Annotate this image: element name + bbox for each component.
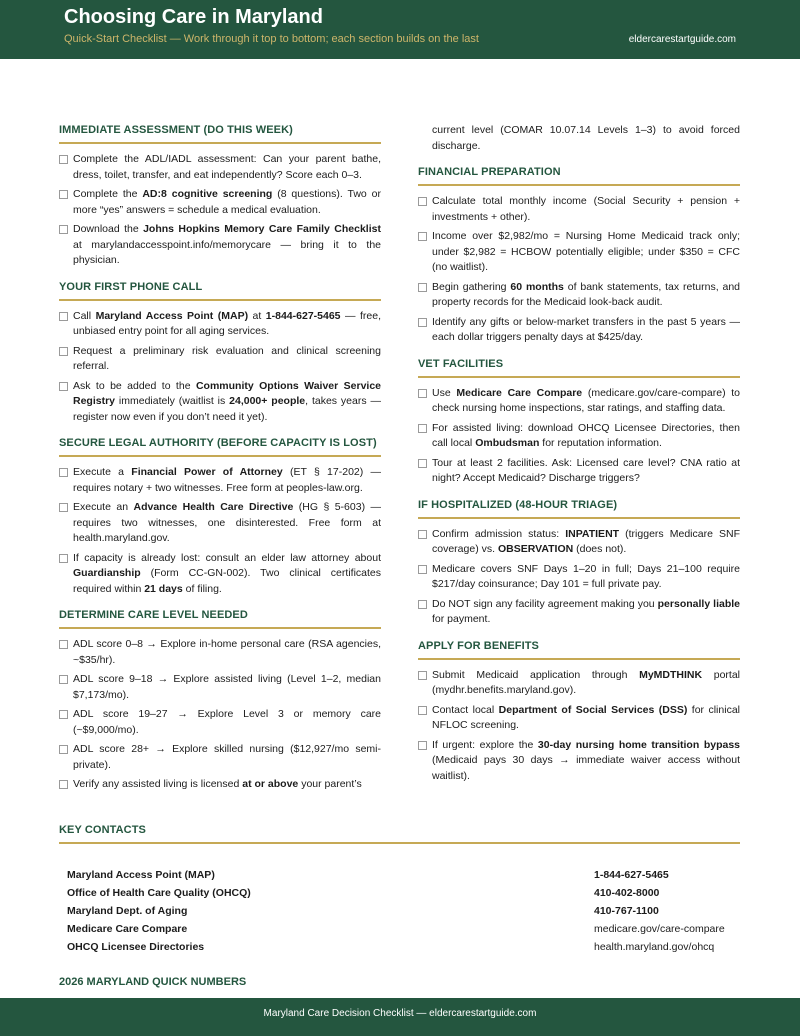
checkbox[interactable] — [59, 468, 68, 477]
checklist-item[interactable]: Complete the AD:8 cognitive screening (8 questions). Two or more “yes” answers = schedule a medical evaluation. — [59, 187, 381, 218]
checklist-item[interactable]: ADL score 0–8 → Explore in-home personal care (RSA agencies, ~$35/hr). — [59, 637, 381, 668]
section-legal-authority — [59, 433, 381, 597]
right-column — [418, 120, 740, 792]
checklist-item[interactable]: Income over $2,982/mo = Nursing Home Medicaid track only; under $2,982 = HCBOW potentially eligible; under $350 = CFC (no waitlist). — [418, 229, 740, 276]
checkbox[interactable] — [59, 225, 68, 234]
section-title: YOUR FIRST PHONE CALL — [59, 280, 203, 293]
section-divider — [59, 627, 381, 629]
checklist-item[interactable]: Submit Medicaid application through MyMDTHINK portal (mydhr.benefits.maryland.gov). — [418, 668, 740, 699]
checkbox[interactable] — [418, 232, 427, 241]
checklist-item[interactable]: Begin gathering 60 months of bank statements, tax returns, and property records for the Medicaid look-back audit. — [418, 280, 740, 311]
section-divider — [418, 184, 740, 186]
contact-link[interactable]: health.maryland.gov/ohcq — [594, 941, 715, 953]
section-divider — [59, 842, 740, 844]
checklist-item[interactable]: ADL score 19–27 → Explore Level 3 or memory care (~$9,000/mo). — [59, 707, 381, 738]
checklist-item[interactable]: Complete the ADL/IADL assessment: Can your parent bathe, dress, toilet, transfer, and eat independently? Score each 0–3. — [59, 152, 381, 183]
section-title: FINANCIAL PREPARATION — [418, 166, 561, 178]
checklist-item[interactable]: Tour at least 2 facilities. Ask: Licensed care level? CNA ratio at night? Accept Medicaid? Discharge triggers? — [418, 456, 740, 487]
checklist-item[interactable]: Medicare covers SNF Days 1–20 in full; Days 21–100 require $217/day coinsurance; Day 101 = full private pay. — [418, 562, 740, 593]
checklist-item[interactable]: Contact local Department of Social Services (DSS) for clinical NFLOC screening. — [418, 703, 740, 734]
checkbox[interactable] — [418, 706, 427, 715]
quick-numbers-heading: 2026 MARYLAND QUICK NUMBERS — [59, 976, 247, 988]
section-financial-preparation — [418, 162, 740, 346]
checkbox[interactable] — [59, 554, 68, 563]
checklist-item[interactable]: If urgent: explore the 30-day nursing home transition bypass (Medicaid pays 30 days → immediate waiver access without waitlist). — [418, 738, 740, 785]
checkbox[interactable] — [59, 503, 68, 512]
checklist-item[interactable]: Request a preliminary risk evaluation and clinical screening referral. — [59, 344, 381, 375]
checklist-item[interactable]: If capacity is already lost: consult an elder law attorney about Guardianship (Form CC-GN-002). Two clinical certificates required within 21 days of filing. — [59, 551, 381, 598]
checkbox[interactable] — [418, 600, 427, 609]
contact-row: Maryland Dept. of Aging 410-767-1100 — [67, 905, 659, 917]
section-title: SECURE LEGAL AUTHORITY (BEFORE CAPACITY IS LOST) — [59, 437, 377, 449]
checkbox[interactable] — [418, 530, 427, 539]
checkbox[interactable] — [59, 745, 68, 754]
checklist-item[interactable]: Execute a Financial Power of Attorney (ET § 17-202) — requires notary + two witnesses. Free form at peoples-law.org. — [59, 465, 381, 496]
checklist-item[interactable]: ADL score 28+ → Explore skilled nursing ($12,927/mo semi-private). — [59, 742, 381, 773]
checklist-item[interactable]: Do NOT sign any facility agreement making you personally liable for payment. — [418, 597, 740, 628]
checkbox[interactable] — [418, 565, 427, 574]
section-title: IMMEDIATE ASSESSMENT (DO THIS WEEK) — [59, 124, 293, 136]
checklist-item-continuation: current level (COMAR 10.07.14 Levels 1–3) to avoid forced discharge. — [432, 124, 740, 152]
checkbox[interactable] — [59, 312, 68, 321]
section-hospitalized — [418, 495, 740, 628]
contact-row: OHCQ Licensee Directories health.maryland.gov/ohcq — [59, 938, 740, 956]
checklist-item[interactable]: Calculate total monthly income (Social Security + pension + investments + other). — [418, 194, 740, 225]
checkbox[interactable] — [418, 741, 427, 750]
section-divider — [59, 455, 381, 457]
section-care-level — [59, 605, 381, 793]
section-title: DETERMINE CARE LEVEL NEEDED — [59, 609, 248, 621]
page-subtitle: Quick-Start Checklist — Work through it top to bottom; each section builds on the last — [64, 33, 479, 45]
page-title: Choosing Care in Maryland — [64, 6, 323, 28]
checkbox[interactable] — [418, 459, 427, 468]
checklist-item[interactable]: Identify any gifts or below-market transfers in the past 5 years — each dollar triggers penalty days at $425/day. — [418, 315, 740, 346]
section-divider — [418, 517, 740, 519]
section-divider — [59, 299, 381, 301]
checkbox[interactable] — [59, 382, 68, 391]
checkbox[interactable] — [59, 190, 68, 199]
page-footer: Maryland Care Decision Checklist — eldercarestartguide.com — [0, 998, 800, 1036]
checklist-item[interactable]: For assisted living: download OHCQ Licensee Directories, then call local Ombudsman for reputation information. — [418, 421, 740, 452]
section-vet-facilities — [418, 354, 740, 487]
section-divider — [59, 142, 381, 144]
section-apply-benefits — [418, 636, 740, 785]
section-title: VET FACILITIES — [418, 357, 504, 370]
contact-row: Medicare Care Compare medicare.gov/care-compare — [59, 920, 740, 938]
contact-row: Office of Health Care Quality (OHCQ) 410-402-8000 — [67, 887, 660, 899]
section-title: APPLY FOR BENEFITS — [418, 639, 539, 652]
checklist-item[interactable]: Verify any assisted living is licensed at or above your parent’s — [59, 777, 381, 793]
section-immediate-assessment — [59, 120, 381, 269]
checkbox[interactable] — [59, 347, 68, 356]
key-contacts — [59, 820, 740, 956]
checklist-item[interactable]: ADL score 9–18 → Explore assisted living (Level 1–2, median $7,173/mo). — [59, 672, 381, 703]
checklist-item[interactable]: Execute an Advance Health Care Directive (HG § 5-603) — requires two witnesses, one disinterested. Free form at health.maryland.gov. — [59, 500, 381, 547]
contact-link[interactable]: medicare.gov/care-compare — [594, 923, 725, 935]
checkbox[interactable] — [418, 197, 427, 206]
page-header — [0, 0, 800, 59]
section-divider — [418, 376, 740, 378]
section-title: KEY CONTACTS — [59, 824, 146, 836]
header-site-link[interactable]: eldercarestartguide.com — [628, 34, 736, 45]
left-column — [59, 120, 381, 801]
checkbox[interactable] — [418, 389, 427, 398]
checklist-item[interactable]: Use Medicare Care Compare (medicare.gov/care-compare) to check nursing home inspections, star ratings, and staffing data. — [418, 386, 740, 417]
section-divider — [418, 658, 740, 660]
contact-row: Maryland Access Point (MAP) 1-844-627-5465 — [67, 869, 669, 881]
checklist-item[interactable]: Ask to be added to the Community Options Waiver Service Registry immediately (waitlist is 24,000+ people, takes years — register now even if you don’t need it yet). — [59, 379, 381, 426]
checkbox[interactable] — [59, 780, 68, 789]
checkbox[interactable] — [59, 675, 68, 684]
checkbox[interactable] — [418, 671, 427, 680]
section-first-phone-call — [59, 277, 381, 426]
checkbox[interactable] — [418, 283, 427, 292]
section-title: IF HOSPITALIZED (48-HOUR TRIAGE) — [418, 498, 618, 511]
checkbox[interactable] — [59, 640, 68, 649]
checklist-item[interactable]: Download the Johns Hopkins Memory Care Family Checklist at marylandaccesspoint.info/memorycare — bring it to the physician. — [59, 222, 381, 269]
checkbox[interactable] — [418, 424, 427, 433]
checkbox[interactable] — [59, 710, 68, 719]
checklist-item[interactable]: Call Maryland Access Point (MAP) at 1-844-627-5465 — free, unbiased entry point for all aging services. — [59, 309, 381, 340]
checkbox[interactable] — [418, 318, 427, 327]
checkbox[interactable] — [59, 155, 68, 164]
checklist-item[interactable]: Confirm admission status: INPATIENT (triggers Medicare SNF coverage) vs. OBSERVATION (does not). — [418, 527, 740, 558]
